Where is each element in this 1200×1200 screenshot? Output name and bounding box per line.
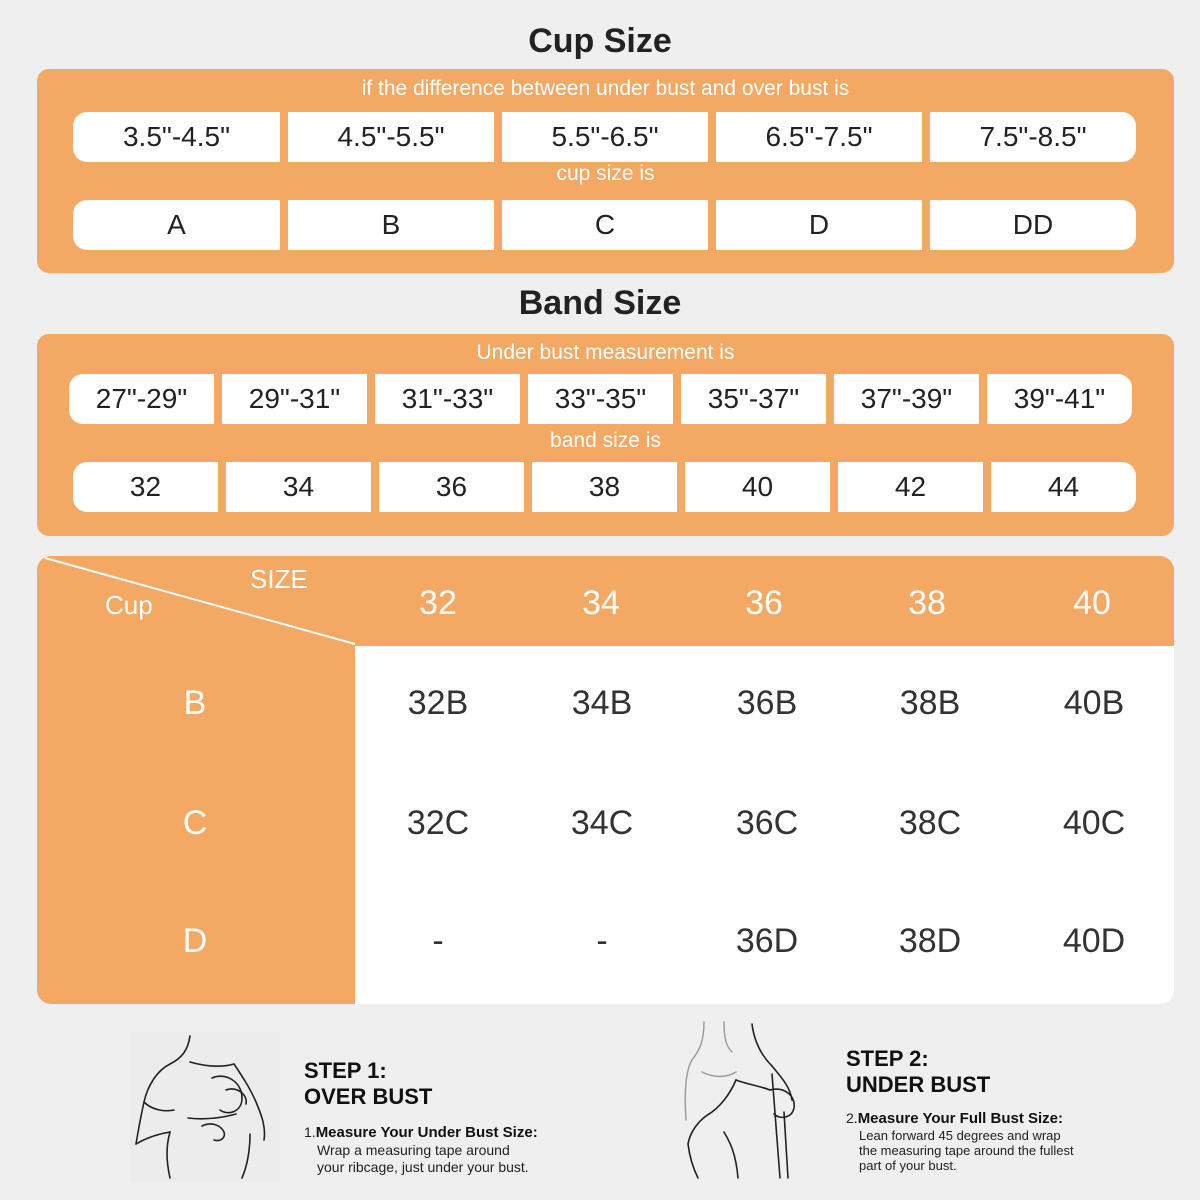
measurement-cell: 33"-35"	[528, 374, 673, 424]
step-2-subtitle: UNDER BUST	[846, 1072, 991, 1097]
grid-row-label: C	[182, 804, 208, 842]
step-2-text-line: the measuring tape around the fullest	[859, 1143, 1074, 1158]
grid-column-header: 40	[1073, 584, 1111, 622]
step-2-text-line: Lean forward 45 degrees and wrap	[859, 1128, 1061, 1143]
step-1-title: STEP 1:	[304, 1058, 387, 1083]
grid-cell: 34C	[570, 804, 634, 842]
grid-column-header: 38	[908, 584, 946, 622]
grid-cell: 34B	[571, 684, 633, 722]
grid-cell: 36B	[736, 684, 798, 722]
measurement-cell: 31"-33"	[375, 374, 520, 424]
step-2-block	[846, 1046, 1074, 1173]
band-cell: 42	[838, 462, 983, 512]
cup-row	[73, 200, 1136, 250]
grid-cell: 32B	[407, 684, 469, 722]
grid-cell: 38D	[898, 922, 962, 960]
under-bust-figure-illustration	[680, 1020, 810, 1180]
over-bust-figure-illustration	[130, 1032, 280, 1182]
band-cell: 32	[73, 462, 218, 512]
band-cell: 40	[685, 462, 830, 512]
band-row	[73, 462, 1136, 512]
step-1-text-line: Wrap a measuring tape around	[317, 1142, 510, 1158]
step-2-heading: Measure Your Full Bust Size:	[857, 1110, 1064, 1127]
grid-cell: 38C	[898, 804, 962, 842]
measurement-cell: 27"-29"	[69, 374, 214, 424]
difference-cell: 5.5"-6.5"	[502, 112, 708, 162]
cup-cell: C	[502, 200, 708, 250]
grid-cell: 40D	[1062, 922, 1126, 960]
cup-caption: cup size is	[556, 162, 655, 185]
cup-cell: A	[73, 200, 280, 250]
grid-row-label: D	[182, 922, 208, 960]
grid-column-header: 32	[419, 584, 457, 622]
cup-cell: D	[716, 200, 922, 250]
band-cell: 38	[532, 462, 677, 512]
step-2-title: STEP 2:	[846, 1046, 929, 1071]
grid-cell: 32C	[406, 804, 470, 842]
difference-cell: 4.5"-5.5"	[288, 112, 494, 162]
step-1-number: 1.	[304, 1124, 316, 1140]
band-caption: band size is	[550, 429, 661, 452]
grid-cell: -	[596, 922, 608, 960]
grid-column-header: 36	[745, 584, 783, 622]
band-size-title: Band Size	[518, 284, 682, 322]
difference-caption: if the difference between under bust and over bust is	[361, 77, 850, 100]
measurement-cell: 37"-39"	[834, 374, 979, 424]
measurement-cell: 35"-37"	[681, 374, 826, 424]
step-1-instruction-heading	[304, 1124, 538, 1142]
step-2-text-line: part of your bust.	[859, 1158, 957, 1173]
cup-size-title: Cup Size	[528, 22, 672, 60]
difference-cell: 3.5"-4.5"	[73, 112, 280, 162]
grid-cell: 36C	[735, 804, 799, 842]
cup-cell: DD	[930, 200, 1136, 250]
band-cell: 36	[379, 462, 524, 512]
grid-cell: 40C	[1062, 804, 1126, 842]
grid-cell: 38B	[899, 684, 961, 722]
grid-cell: -	[432, 922, 444, 960]
grid-row-label: B	[183, 684, 207, 722]
cup-size-panel	[37, 69, 1174, 273]
step-2-instruction-heading	[846, 1110, 1074, 1128]
step-1-heading: Measure Your Under Bust Size:	[315, 1124, 538, 1141]
size-grid-table	[37, 556, 1174, 1004]
step-2-number: 2.	[846, 1110, 858, 1126]
grid-cell: 40B	[1063, 684, 1125, 722]
corner-cup-label: Cup	[105, 590, 153, 620]
band-cell: 44	[991, 462, 1136, 512]
band-size-panel	[37, 334, 1174, 536]
corner-size-label: SIZE	[250, 564, 308, 594]
difference-cell: 6.5"-7.5"	[716, 112, 922, 162]
step-1-text-line: your ribcage, just under your bust.	[317, 1159, 529, 1175]
corner-diagonal-line	[37, 556, 367, 656]
measurement-cell: 39"-41"	[987, 374, 1132, 424]
measurement-cell: 29"-31"	[222, 374, 367, 424]
step-1-subtitle: OVER BUST	[304, 1084, 433, 1109]
grid-cell: 36D	[735, 922, 799, 960]
difference-row	[73, 112, 1136, 162]
cup-cell: B	[288, 200, 494, 250]
band-cell: 34	[226, 462, 371, 512]
step-1-block	[304, 1058, 538, 1176]
grid-column-header: 34	[582, 584, 620, 622]
measurement-row	[69, 374, 1132, 424]
measurement-caption: Under bust measurement is	[476, 341, 735, 364]
difference-cell: 7.5"-8.5"	[930, 112, 1136, 162]
